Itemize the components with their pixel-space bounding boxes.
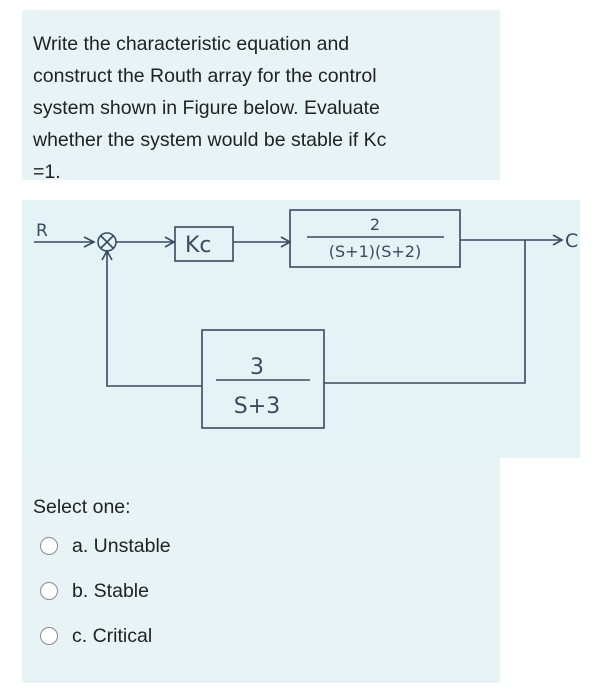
radio-button-a[interactable] xyxy=(40,537,58,555)
radio-button-b[interactable] xyxy=(40,582,58,600)
option-c-label: c. Critical xyxy=(72,624,153,647)
radio-button-c[interactable] xyxy=(40,627,58,645)
block-diagram-figure xyxy=(22,200,580,458)
feedback-line-left xyxy=(107,251,202,386)
plant-denominator: (S+1)(S+2) xyxy=(328,242,422,261)
option-a-label: a. Unstable xyxy=(72,534,171,557)
option-b[interactable] xyxy=(40,578,149,604)
option-b-label: b. Stable xyxy=(72,579,149,602)
feedback-line-right xyxy=(324,240,525,383)
plant-numerator: 2 xyxy=(369,215,381,234)
answer-card xyxy=(22,458,500,683)
select-one-label: Select one: xyxy=(33,496,131,518)
feedback-numerator: 3 xyxy=(250,355,264,380)
option-a[interactable] xyxy=(40,533,171,559)
block-diagram-svg xyxy=(22,200,580,458)
option-c[interactable] xyxy=(40,623,152,649)
gain-label: Kc xyxy=(185,233,212,258)
feedback-denominator: S+3 xyxy=(233,394,281,419)
question-text: Write the characteristic equation and construct the Routh array for the control system shown in Figure below. Evaluate whether the system would be stable if Kc =1. xyxy=(33,33,387,183)
output-label: C xyxy=(565,230,579,252)
input-label: R xyxy=(36,221,48,241)
